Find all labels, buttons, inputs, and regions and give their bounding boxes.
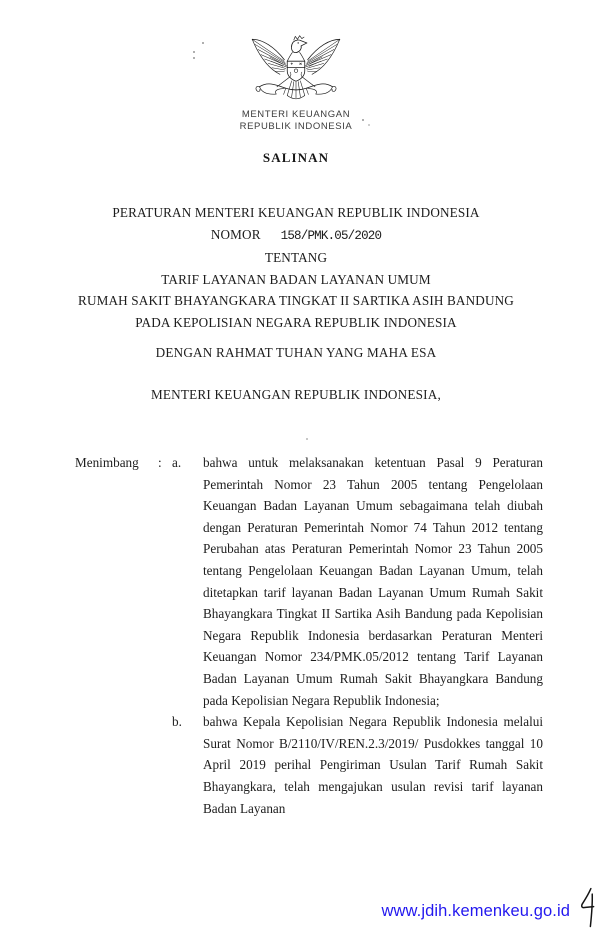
jdih-watermark-url: www.jdih.kemenkeu.go.id xyxy=(381,902,570,920)
tentang-label: TENTANG xyxy=(264,250,328,265)
garuda-pancasila-emblem xyxy=(249,32,343,105)
scan-speck xyxy=(202,42,204,44)
scan-speck xyxy=(368,124,370,126)
subject-line-1: TARIF LAYANAN BADAN LAYANAN UMUM xyxy=(161,271,431,287)
subject-line-2: RUMAH SAKIT BHAYANGKARA TINGKAT II SARTIKA ASIH BANDUNG xyxy=(78,293,514,308)
consideration-item-a xyxy=(15,452,577,711)
regulation-title-line: PERATURAN MENTERI KEUANGAN REPUBLIK INDONESIA xyxy=(112,205,480,220)
invocation-line: DENGAN RAHMAT TUHAN YANG MAHA ESA xyxy=(155,345,437,360)
scan-speck xyxy=(362,119,364,121)
scan-speck xyxy=(306,438,308,440)
nomor-label: NOMOR xyxy=(210,226,261,242)
regulation-title-block xyxy=(15,202,577,333)
letterhead xyxy=(15,32,577,166)
authority-line: MENTERI KEUANGAN REPUBLIK INDONESIA, xyxy=(151,387,441,402)
scan-speck xyxy=(193,57,195,59)
menimbang-colon: : xyxy=(158,455,162,470)
handwritten-page-number xyxy=(577,885,601,931)
ministry-line1: MENTERI KEUANGAN xyxy=(241,109,351,120)
menimbang-label: Menimbang xyxy=(75,455,139,470)
item-marker-a: a. xyxy=(172,455,182,470)
document-content xyxy=(15,0,577,936)
consideration-item-b xyxy=(15,711,577,819)
item-text-a: bahwa untuk melaksanakan ketentuan Pasal 9 Peraturan Pemerintah Nomor 23 Tahun 2005 tentang Pengelolaan Keuangan Badan Layanan Umum sebagaimana telah diubah dengan Peraturan Pemerintah Nomor 74 Tahun 2012 tentang Perubahan atas Peraturan Pemerintah Nomor 23 Tahun 2005 tentang Pengelolaan Keuangan Badan Layanan Umum, telah ditetapkan tarif layanan Badan Layanan Umum Rumah Sakit Bhayangkara Tingkat II Sartika Asih Bandung pada Kepolisian Negara Republik Indonesia berdasarkan Peraturan Menteri Keuangan Nomor 234/PMK.05/2012 tentang Tarif Layanan Badan Layanan Umum Rumah Sakit Bhayangkara Bandung pada Kepolisian Negara Republik Indonesia; xyxy=(203,455,543,708)
copy-stamp: SALINAN xyxy=(262,150,330,165)
item-text-b: bahwa Kepala Kepolisian Negara Republik Indonesia melalui Surat Nomor B/2110/IV/REN.2.3/2019/ Pusdokkes tanggal 10 April 2019 perihal Pengiriman Usulan Tarif Rumah Sakit Bhayangkara, telah mengajukan usulan revisi tarif layanan Badan Layanan xyxy=(203,714,543,816)
item-marker-b: b. xyxy=(172,714,182,730)
subject-line-3: PADA KEPOLISIAN NEGARA REPUBLIK INDONESIA xyxy=(135,314,457,330)
ministry-name xyxy=(15,109,577,132)
regulation-number-line xyxy=(15,224,577,248)
considerations-section xyxy=(15,452,577,819)
ministry-line2: REPUBLIK INDONESIA xyxy=(239,120,353,132)
nomor-value: 158/PMK.05/2020 xyxy=(280,228,382,243)
scan-speck xyxy=(193,51,195,53)
